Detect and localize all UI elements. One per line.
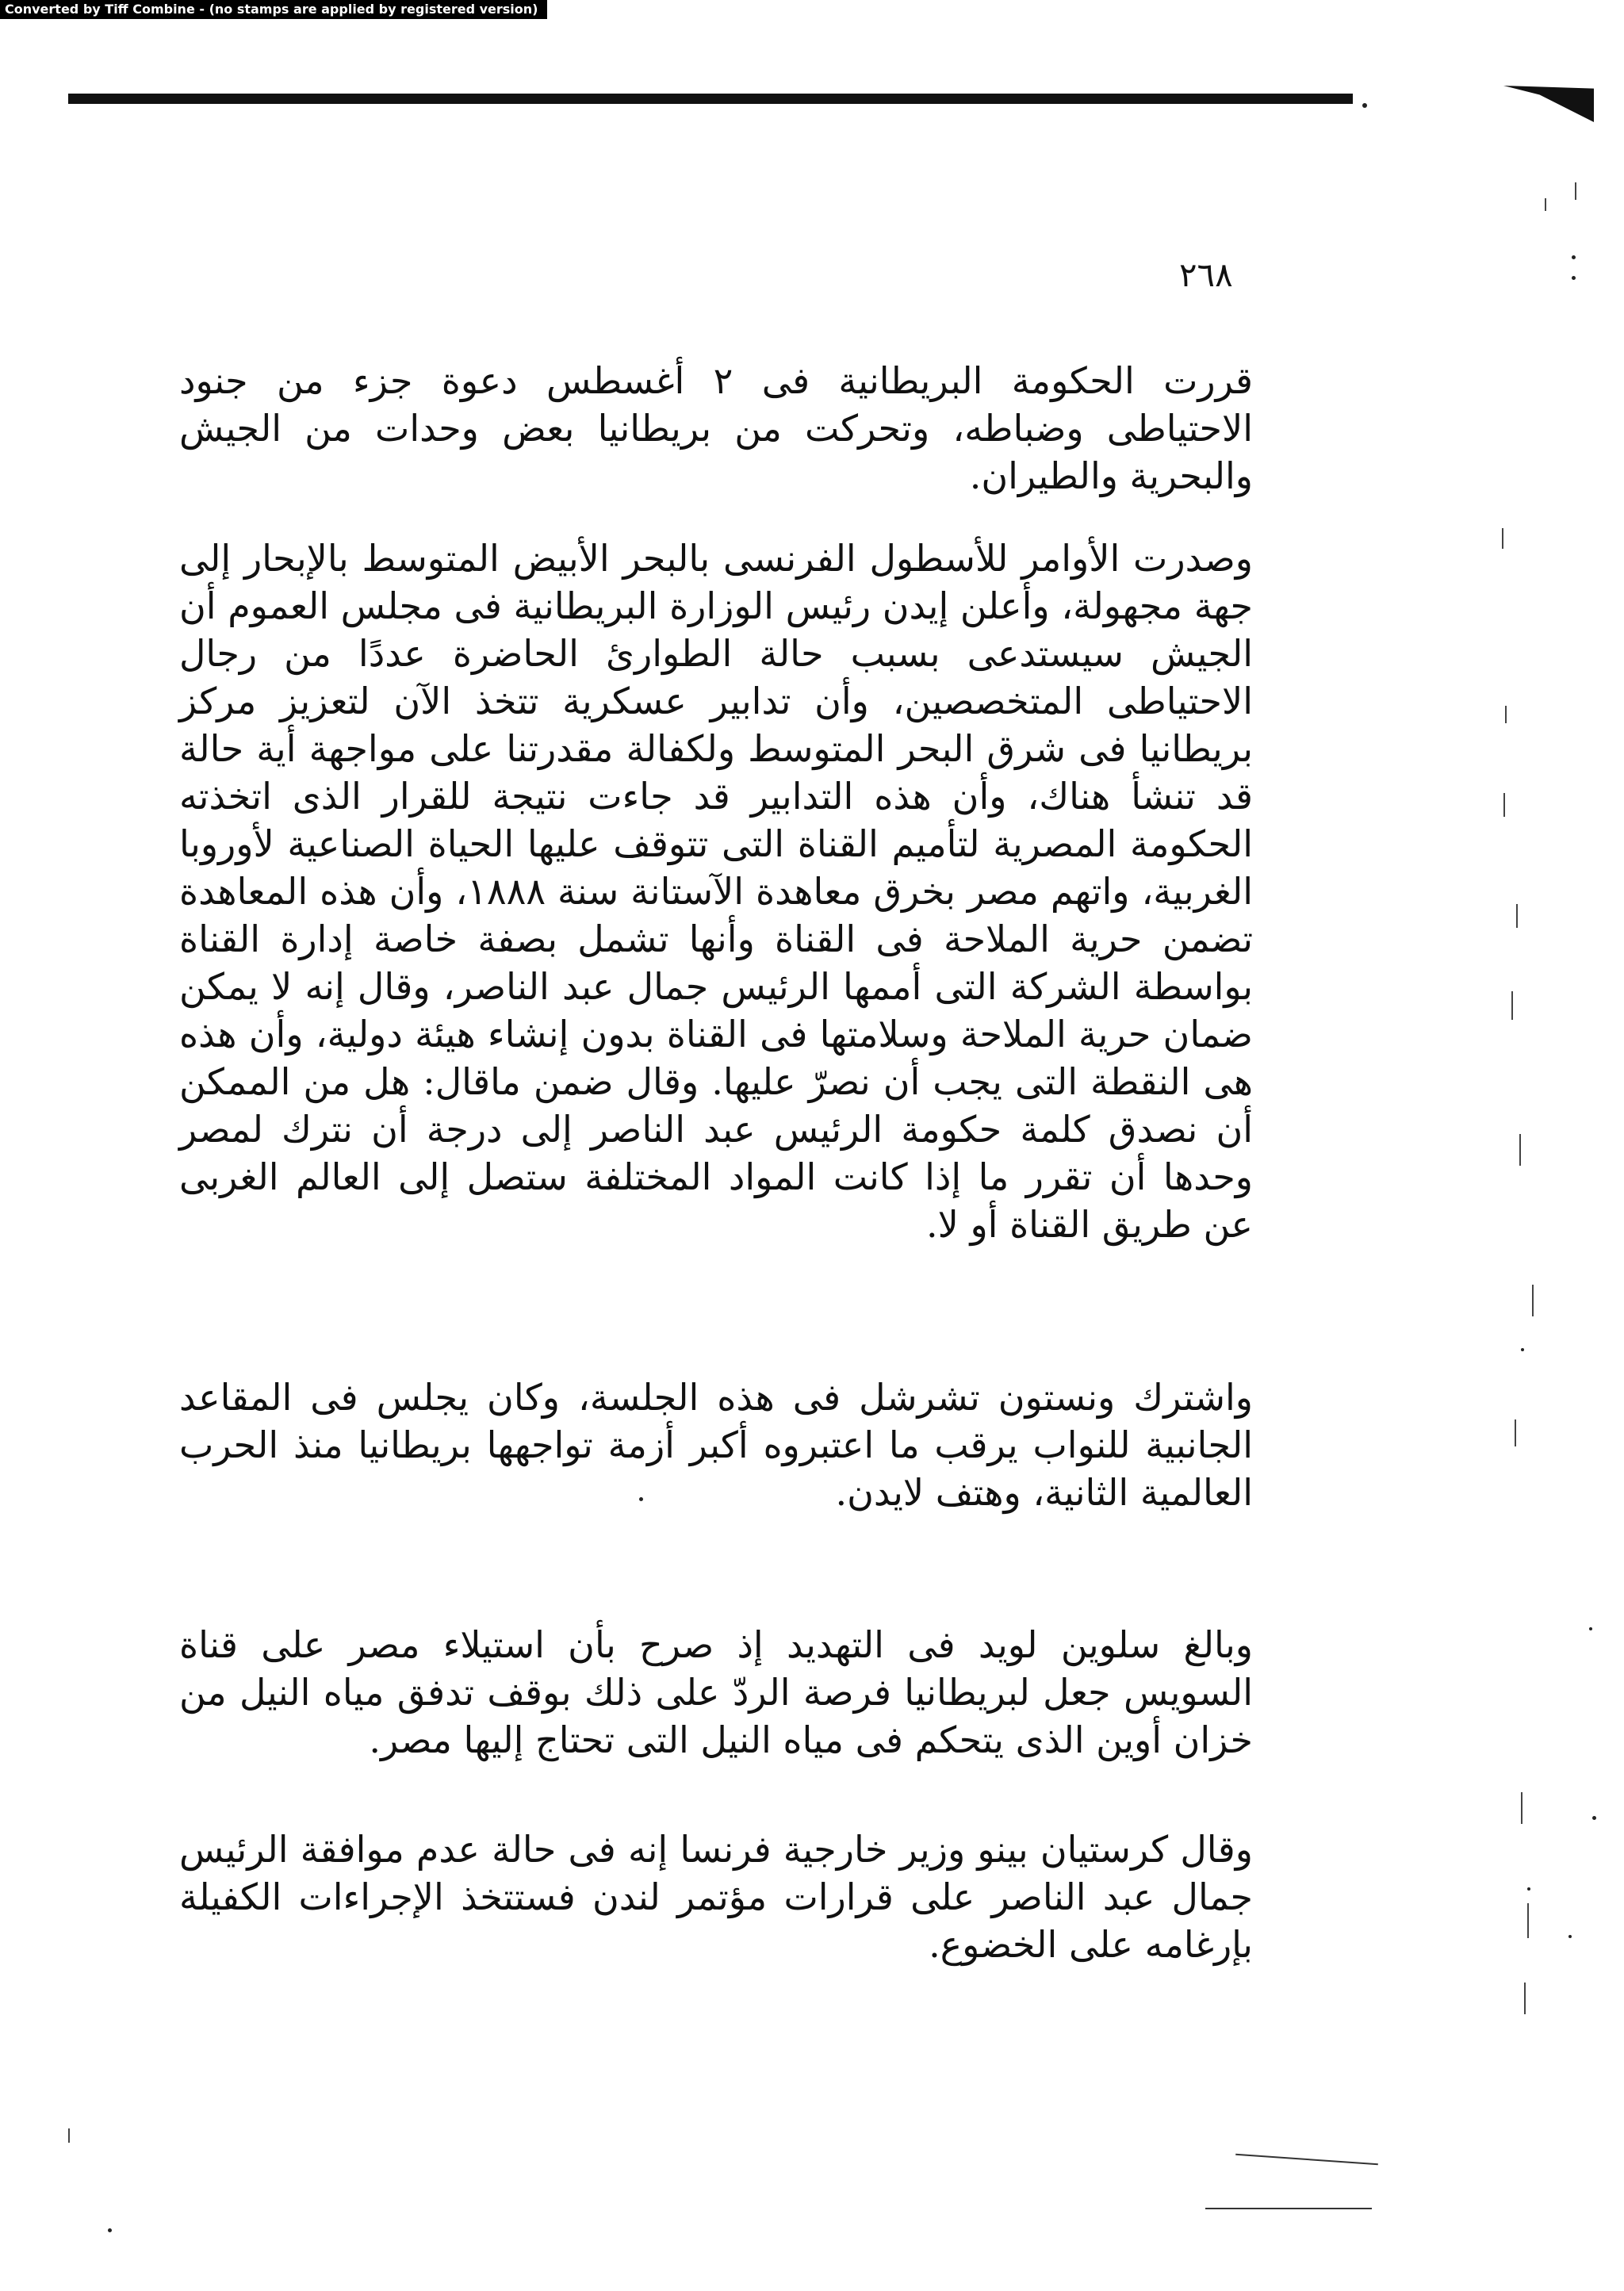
scan-edge-mark [1502,528,1503,549]
scan-edge-mark [1524,1983,1526,2014]
page-number: ٢٦٨ [1179,255,1233,294]
scan-speck [1589,1627,1592,1630]
scan-edge-mark [1511,991,1513,1020]
paragraph: واشترك ونستون تشرشل فى هذه الجلسة، وكان يجلس فى المقاعد الجانبية للنواب يرقب ما اعتبروه أكبر أزمة تواجهها بريطانيا منذ الحرب العالمية الثانية، وهتف لايدن. [179,1376,1253,1514]
scan-speck [1362,103,1367,108]
scan-speck [1592,1816,1596,1820]
scan-speck [1568,1935,1572,1938]
scan-edge-mark [1545,198,1546,211]
top-rule [68,94,1353,104]
scan-edge-mark [1519,1134,1521,1166]
scan-speck [108,2228,112,2232]
paragraph: وبالغ سلوين لويد فى التهديد إذ صرح بأن استيلاء مصر على قناة السويس جعل لبريطانيا فرصة الردّ على ذلك بوقف تدفق مياه النيل من خزان أوين الذى يتحكم فى مياه النيل التى تحتاج إليها مصر. [179,1623,1253,1761]
scan-edge-mark [1575,182,1576,200]
scan-edge-mark [68,2128,70,2143]
footer-rule [1205,2208,1372,2209]
footer-rule [1235,2154,1378,2166]
scan-edge-mark [1515,1419,1516,1446]
scan-speck [1572,255,1576,259]
scan-edge-mark [1505,706,1507,723]
paragraph: وقال كرستيان بينو وزير خارجية فرنسا إنه فى حالة عدم موافقة الرئيس جمال عبد الناصر على قرارات مؤتمر لندن فستتخذ الإجراءات الكفيلة بإرغامه على الخضوع. [179,1828,1253,1966]
scan-edge-mark [1521,1792,1522,1824]
paragraph: وصدرت الأوامر للأسطول الفرنسى بالبحر الأبيض المتوسط بالإبحار إلى جهة مجهولة، وأعلن إيدن رئيس الوزارة البريطانية فى مجلس العموم أن الجيش سيستدعى بسبب حالة الطوارئ الحاضرة عددًا من رجال الاحتياطى المتخصصين، وأن تدابير عسكرية تتخذ الآن لتعزيز مركز بريطانيا فى شرق البحر المتوسط ولكفالة مقدرتنا على مواجهة أية حالة قد تنشأ هناك، وأن هذه التدابير قد جاءت نتيجة للقرار الذى اتخذته الحكومة المصرية لتأميم القناة التى تتوقف عليها الحياة الصناعية لأوروبا الغربية، واتهم مصر بخرق معاهدة الآستانة سنة ١٨٨٨، وأن هذه المعاهدة تضمن حرية الملاحة فى القناة وأنها تشمل بصفة خاصة إدارة القناة بواسطة الشركة التى أممها الرئيس جمال عبد الناصر، وقال إنه لا يمكن ضمان حرية الملاحة وسلامتها فى القناة بدون إنشاء هيئة دولية، وأن هذه هى النقطة التى يجب أن نصرّ عليها. وقال ضمن ماقال: هل من الممكن أن نصدق كلمة حكومة الرئيس عبد الناصر إلى درجة أن نترك لمصر وحدها أن تقرر ما إذا كانت المواد المختلفة ستصل إلى العالم الغربى عن طريق القناة أو لا. [179,537,1254,1246]
scan-edge-mark [1516,904,1518,928]
conversion-banner: Converted by Tiff Combine - (no stamps are applied by registered version) [0,0,547,19]
scan-corner-artifact [1503,86,1594,122]
scan-edge-mark [1532,1285,1534,1316]
scan-edge-mark [1503,793,1505,817]
scan-speck [1572,276,1576,280]
paragraph: قررت الحكومة البريطانية فى ٢ أغسطس دعوة جزء من جنود الاحتياطى وضباطه، وتحركت من بريطانيا بعض وحدات من الجيش والبحرية والطيران. [179,359,1253,497]
scan-speck [1527,1887,1530,1891]
scan-speck [1521,1348,1524,1351]
scan-edge-mark [1527,1903,1529,1938]
